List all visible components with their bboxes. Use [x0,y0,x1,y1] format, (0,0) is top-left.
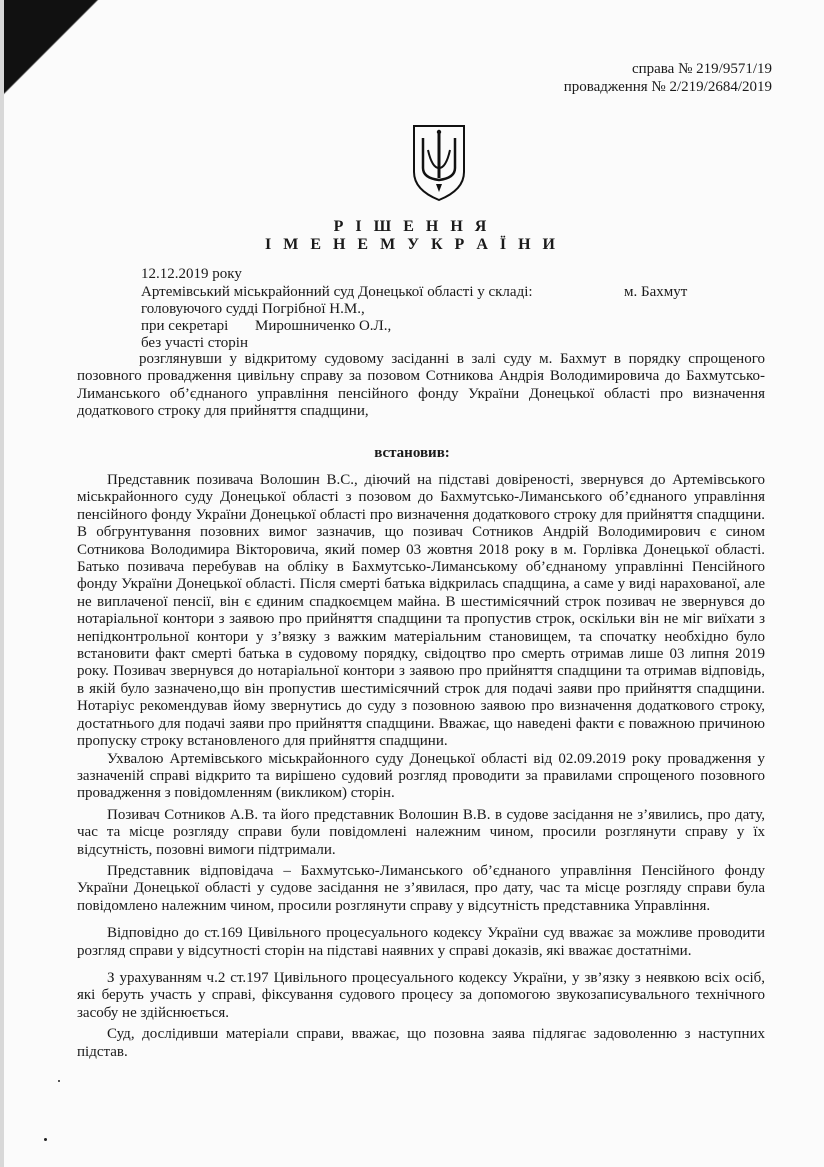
paragraph: Представник позивача Волошин В.С., діючий на підставі довіреності, звернувся до Артемівського міськрайонного суду Донецької області з позовом до Бахмутсько-Лиманського об’єднаного управління пенсійного фонду України Донецької області про визначення додаткового строку для прийняття спадщини. В обгрунтування позовних вимог зазначив, що позивач Сотников Андрій Володимирович є сином Сотникова Володимира Вікторовича, який помер 03 жовтня 2018 року в м. Горлівка Донецької області. Батько позивача перебував на обліку в Бахмутсько-Лиманському об’єднаному управлінні Пенсійного фонду України Донецької області. Після смерті батька відкрилась спадщина, а саме у виді нарахованої, але не виплаченої пенсії, він є єдиним спадкоємцем майна. В шестимісячний строк позивач не звернувся до нотаріальної контори з заявою про прийняття спадщини та пропустив строк, оскільки він не міг виїхати з непідконтрольної контори у з’вязку з важким матеріальним становищем, та спочатку необхідно було встановити факт смерті батька в судовому порядку, свідоцтво про смерть отримав лише 03 липня 2019 року. Позивач звернувся до нотаріальної контори з заявою про прийняття спадщини та отримав відповідь, в якій було зазначено,що він пропустив шестимісячний строк для подачі заяви про прийняття спадщини. Нотаріус рекомендував йому звернутись до суду з позовною заявою про визначення додаткового строку, достатнього для подачі заяви про прийняття спадщини. Вважає, що наведені факти є поважною причиною пропуску строку встановленого для прийняття спадщини. [77,472,765,750]
case-info [564,60,772,96]
intro-paragraph [77,351,765,421]
city-name: м. Бахмут [624,284,688,300]
scan-edge [0,0,4,1167]
parties-note: без участі сторін [141,335,248,351]
intro-text: розглянувши у відкритому судовому засіданні в залі суду м. Бахмут в порядку спрощеного позовного провадження цивільну справу за позовом Сотникова Андрія Володимировича до Бахмутсько-Лиманського об’єднаного управління пенсійного фонду України Донецької області про визначення додаткового строку для прийняття спадщини, [77,351,765,420]
secretary-label: при секретарі [141,318,229,334]
secretary-name: Мирошниченко О.Л., [255,318,392,334]
paragraph: Ухвалою Артемівського міськрайонного суду Донецької області від 02.09.2019 року провадження у зазначеній справі відкрито та вирішено судовий розгляд проводити за правилами спрощеного позовного провадження з повідомленням (викликом) сторін. [77,750,765,802]
established-heading: встановив: [374,445,450,461]
paragraph: З урахуванням ч.2 ст.197 Цивільного процесуального кодексу України, у зв’язку з неявкою всіх осіб, які беруть участь у справі, фіксування судового процесу за допомогою звукозаписувального технічного засобу не здійснюється. [77,969,765,1021]
scan-speck [58,1080,60,1082]
paragraph: Відповідно до ст.169 Цивільного процесуального кодексу України суд вважає за можливе проводити розгляд справи у відсутності сторін на підставі наявних у справі доказів, які вважає достатніми. [77,925,765,959]
decision-subtitle: І М Е Н Е М У К Р А Ї Н И [264,236,559,253]
paragraph: Представник відповідача – Бахмутсько-Лиманського об’єднаного управління Пенсійного фонду України Донецької області у судове засідання не з’явилася, про дату, час та місце розгляду справи була повідомлено належним чином, просили розглянути справу у відсутність представника Управління. [77,862,765,914]
paragraph: Суд, дослідивши матеріали справи, вважає, що позовна заява підлягає задоволенню з наступних підстав. [77,1026,765,1060]
scan-shadow-corner [0,0,115,100]
decision-title: Р І Ш Е Н Н Я [333,218,491,235]
court-name: Артемівський міськрайонний суд Донецької області у складі: [141,284,533,300]
presiding-judge: головуючого судді Погрібної Н.М., [141,301,365,317]
body-paragraphs [77,472,765,1061]
trident-coat-of-arms-icon [410,122,468,202]
case-number: справа № 219/9571/19 [631,61,772,77]
decision-date: 12.12.2019 року [141,266,242,282]
proceeding-number: провадження № 2/219/2684/2019 [563,79,772,95]
scan-speck [44,1138,47,1141]
paragraph: Позивач Сотников А.В. та його представник Волошин В.В. в судове засідання не з’явились, про дату, час та місце розгляду справи були повідомлені належним чином, просили розглянути справу у їх відсутність, позовні вимоги підтримали. [77,806,765,858]
